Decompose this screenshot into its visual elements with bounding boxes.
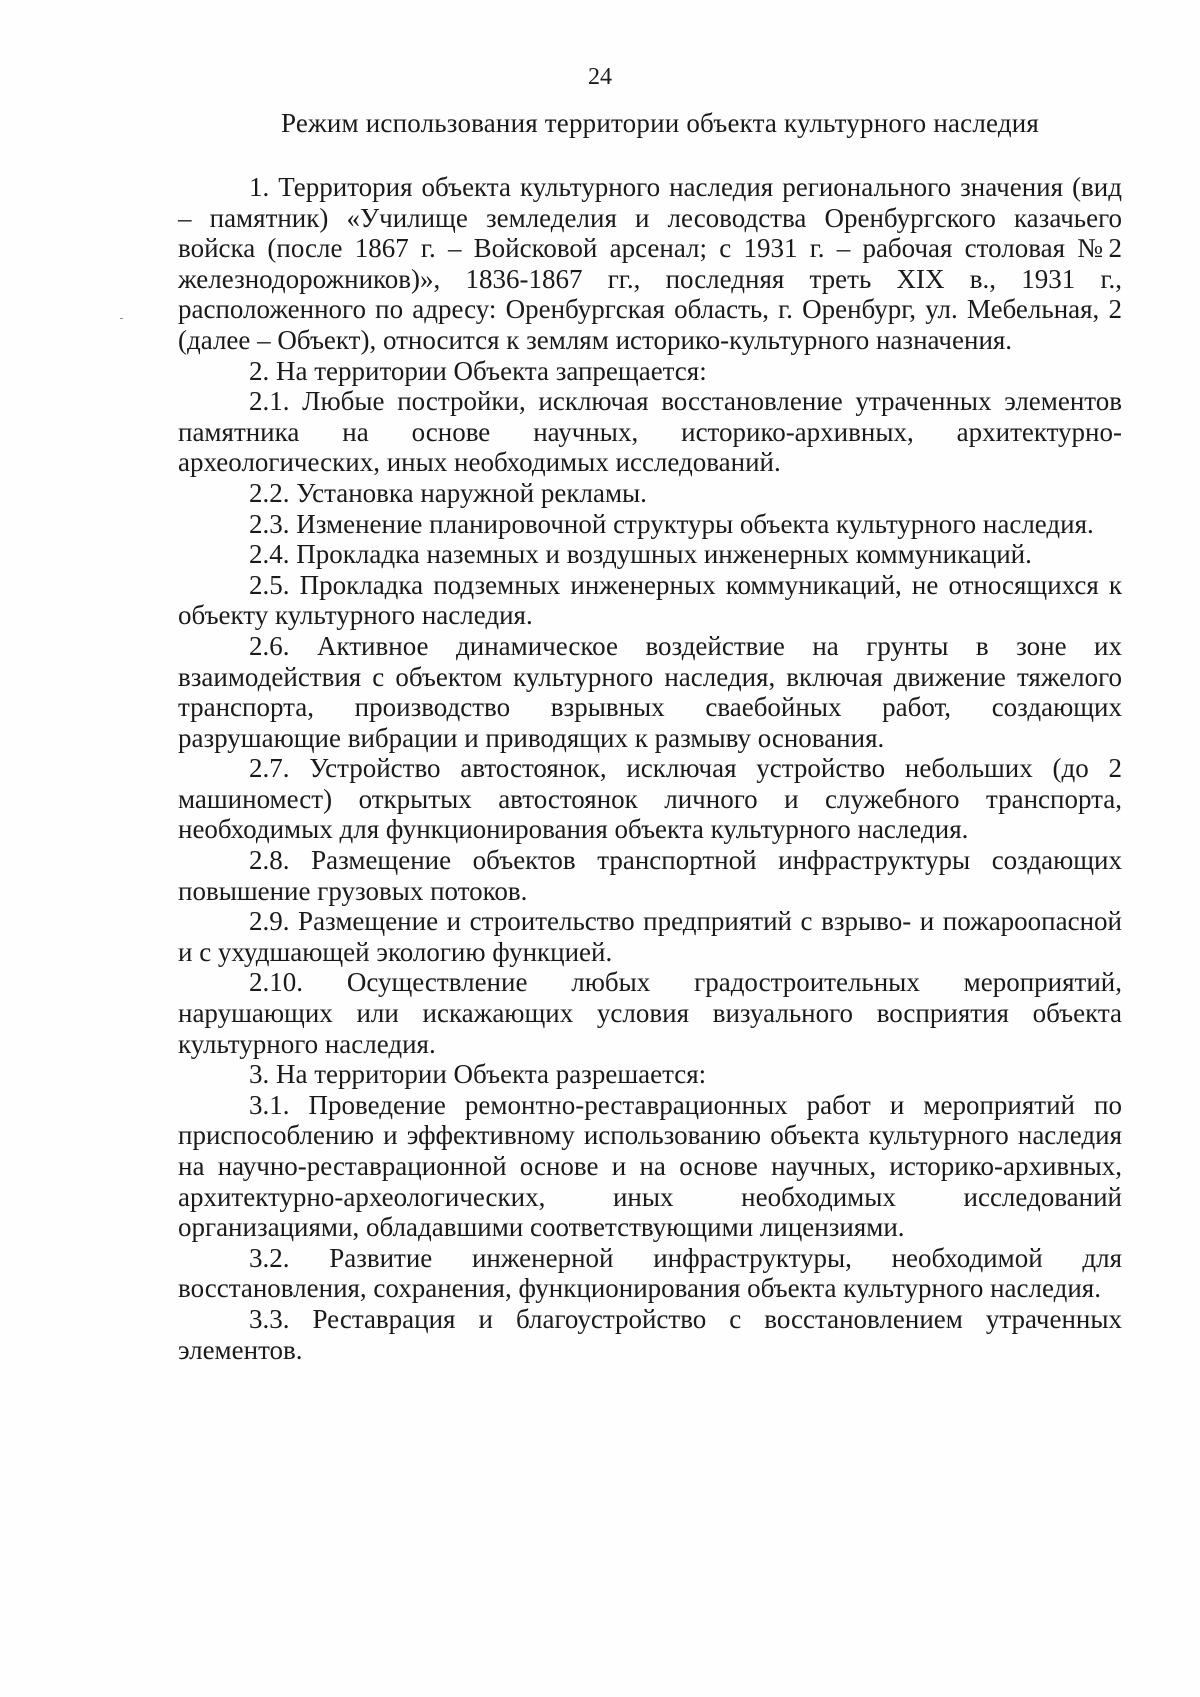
paragraph-2-9: 2.9. Размещение и строительство предприятий с взрыво- и пожароопасной и с ухудшающей экологию функцией. xyxy=(178,906,1122,967)
paragraph-2-6: 2.6. Активное динамическое воздействие на грунты в зоне их взаимодействия с объектом культурного наследия, включая движение тяжелого транспорта, производство взрывных сваебойных работ, создающих разрушающие вибрации и приводящих к размыву основания. xyxy=(178,630,1122,753)
paragraph-3-2: 3.2. Развитие инженерной инфраструктуры, необходимой для восстановления, сохранения, функционирования объекта культурного наследия. xyxy=(178,1242,1122,1304)
paragraph-2-7: 2.7. Устройство автостоянок, исключая устройство небольших (до 2 машиномест) открытых автостоянок личного и служебного транспорта, необходимых для функционирования объекта культурного наследия. xyxy=(178,753,1122,845)
paragraph-2-2: 2.2. Установка наружной рекламы. xyxy=(249,477,647,508)
body-text xyxy=(178,172,1122,1365)
paragraph-2-5: 2.5. Прокладка подземных инженерных коммуникаций, не относящихся к объекту культурного наследия. xyxy=(178,569,1122,631)
scan-mark xyxy=(120,318,123,319)
paragraph-2-3: 2.3. Изменение планировочной структуры объекта культурного наследия. xyxy=(249,508,1094,539)
page-number: 24 xyxy=(588,64,612,90)
paragraph-2-4: 2.4. Прокладка наземных и воздушных инженерных коммуникаций. xyxy=(249,539,1032,570)
paragraph-2-1: 2.1. Любые постройки, исключая восстановление утраченных элементов памятника на основе научных, историко-архивных, архитектурно-археологических, иных необходимых исследований. xyxy=(178,386,1122,478)
paragraph-2-10: 2.10. Осуществление любых градостроительных мероприятий, нарушающих или искажающих условия визуального восприятия объекта культурного наследия. xyxy=(178,967,1122,1059)
paragraph-2: 2. На территории Объекта запрещается: xyxy=(249,355,707,386)
section-title: Режим использования территории объекта культурного наследия xyxy=(280,108,1040,138)
paragraph-1: 1. Территория объекта культурного наследия регионального значения (вид – памятник) «Училище земледелия и лесоводства Оренбургского казачьего войска (после 1867 г. – Войсковой арсенал; с 1931 г. – рабочая столовая №2 железнодорожников)», 1836-1867 гг., последняя треть XIX в., 1931 г., расположенного по адресу: Оренбургская область, г. Оренбург, ул. Мебельная, 2 (далее – Объект), относится к землям историко-культурного назначения. xyxy=(178,172,1122,355)
paragraph-3-1: 3.1. Проведение ремонтно-реставрационных работ и мероприятий по приспособлению и эффективному использованию объекта культурного наследия на научно-реставрационной основе и на основе научных, историко-архивных, архитектурно-археологических, иных необходимых исследований организациями, обладавшими соответствующими лицензиями. xyxy=(178,1089,1122,1243)
paragraph-3: 3. На территории Объекта разрешается: xyxy=(249,1059,707,1090)
paragraph-3-3: 3.3. Реставрация и благоустройство с восстановлением утраченных элементов. xyxy=(178,1303,1122,1365)
paragraph-2-8: 2.8. Размещение объектов транспортной инфраструктуры создающих повышение грузовых потоков. xyxy=(178,845,1122,906)
